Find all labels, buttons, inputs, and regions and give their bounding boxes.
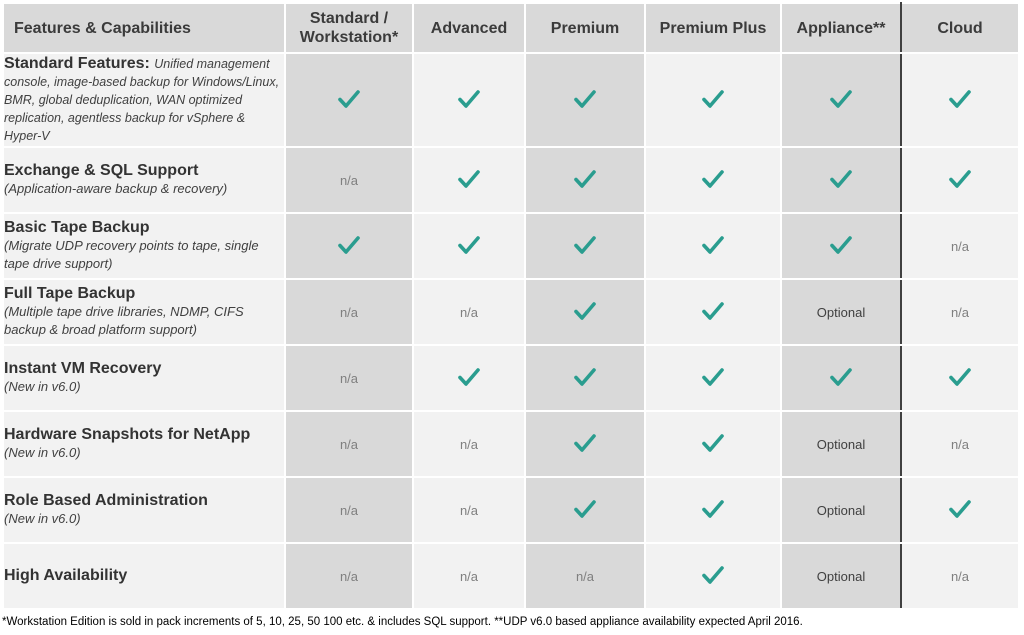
checkmark-icon xyxy=(574,235,596,255)
not-available-label: n/a xyxy=(459,436,479,452)
checkmark-icon xyxy=(458,169,480,189)
feature-description: (Multiple tape drive libraries, NDMP, CIFS backup & broad platform support) xyxy=(4,304,244,337)
cell-appliance xyxy=(781,213,901,279)
cell-cloud xyxy=(901,345,1019,411)
feature-cell xyxy=(3,147,285,213)
not-available-label: n/a xyxy=(459,304,479,320)
not-available-label: n/a xyxy=(339,304,359,320)
cell-premium-plus xyxy=(645,345,781,411)
optional-label: Optional xyxy=(816,304,866,320)
cell-standard-workstation xyxy=(285,477,413,543)
checkmark-icon xyxy=(574,499,596,519)
cell-premium xyxy=(525,345,645,411)
not-available-label: n/a xyxy=(339,172,359,188)
not-available-label: n/a xyxy=(459,502,479,518)
not-available-label: n/a xyxy=(950,238,970,254)
checkmark-icon xyxy=(574,169,596,189)
cell-cloud xyxy=(901,279,1019,345)
cell-premium-plus xyxy=(645,477,781,543)
feature-title: Basic Tape Backup xyxy=(4,219,150,236)
cell-advanced xyxy=(413,53,525,147)
table-row xyxy=(3,543,1019,609)
cell-appliance xyxy=(781,345,901,411)
header-row xyxy=(3,3,1019,53)
cell-cloud xyxy=(901,411,1019,477)
table-row xyxy=(3,213,1019,279)
feature-title: Role Based Administration xyxy=(4,492,208,509)
cell-appliance xyxy=(781,279,901,345)
cell-premium-plus xyxy=(645,279,781,345)
cell-cloud xyxy=(901,147,1019,213)
checkmark-icon xyxy=(458,367,480,387)
checkmark-icon xyxy=(702,499,724,519)
header-features: Features & Capabilities xyxy=(3,3,285,53)
checkmark-icon xyxy=(574,433,596,453)
table-row xyxy=(3,147,1019,213)
cell-standard-workstation xyxy=(285,53,413,147)
cell-appliance xyxy=(781,147,901,213)
footnote: *Workstation Edition is sold in pack increments of 5, 10, 25, 50 100 etc. & includes SQL support. **UDP v6.0 based appliance availability expected April 2016. xyxy=(2,616,803,628)
checkmark-icon xyxy=(702,169,724,189)
feature-cell xyxy=(3,477,285,543)
header-cloud: Cloud xyxy=(901,3,1019,53)
cell-cloud xyxy=(901,477,1019,543)
not-available-label: n/a xyxy=(575,568,595,584)
feature-cell xyxy=(3,543,285,609)
checkmark-icon xyxy=(458,235,480,255)
checkmark-icon xyxy=(949,499,971,519)
cell-cloud xyxy=(901,53,1019,147)
cell-premium-plus xyxy=(645,147,781,213)
optional-label: Optional xyxy=(816,568,866,584)
header-standard-workstation: Standard / Workstation* xyxy=(285,3,413,53)
cell-appliance xyxy=(781,411,901,477)
feature-description: (New in v6.0) xyxy=(4,379,81,394)
cell-premium xyxy=(525,411,645,477)
checkmark-icon xyxy=(830,169,852,189)
cell-advanced xyxy=(413,147,525,213)
feature-description: (Migrate UDP recovery points to tape, single tape drive support) xyxy=(4,238,259,271)
cell-standard-workstation xyxy=(285,543,413,609)
cell-standard-workstation xyxy=(285,345,413,411)
checkmark-icon xyxy=(338,235,360,255)
cell-premium xyxy=(525,543,645,609)
feature-title: Exchange & SQL Support xyxy=(4,162,199,179)
not-available-label: n/a xyxy=(339,502,359,518)
feature-title: Standard Features: xyxy=(4,55,150,72)
cell-standard-workstation xyxy=(285,213,413,279)
cell-premium xyxy=(525,213,645,279)
checkmark-icon xyxy=(949,89,971,109)
checkmark-icon xyxy=(830,89,852,109)
checkmark-icon xyxy=(574,301,596,321)
cell-advanced xyxy=(413,279,525,345)
cell-premium-plus xyxy=(645,213,781,279)
cell-advanced xyxy=(413,213,525,279)
checkmark-icon xyxy=(702,301,724,321)
not-available-label: n/a xyxy=(339,436,359,452)
not-available-label: n/a xyxy=(459,568,479,584)
cell-appliance xyxy=(781,543,901,609)
cell-premium-plus xyxy=(645,53,781,147)
cell-cloud xyxy=(901,543,1019,609)
table-row xyxy=(3,411,1019,477)
table-row xyxy=(3,345,1019,411)
cell-advanced xyxy=(413,543,525,609)
feature-comparison-table xyxy=(2,2,1020,610)
feature-title: Hardware Snapshots for NetApp xyxy=(4,426,251,443)
not-available-label: n/a xyxy=(339,370,359,386)
checkmark-icon xyxy=(830,235,852,255)
checkmark-icon xyxy=(338,89,360,109)
checkmark-icon xyxy=(949,169,971,189)
checkmark-icon xyxy=(702,433,724,453)
feature-title: High Availability xyxy=(4,567,128,584)
feature-title: Instant VM Recovery xyxy=(4,360,162,377)
optional-label: Optional xyxy=(816,502,866,518)
cell-advanced xyxy=(413,345,525,411)
header-advanced: Advanced xyxy=(413,3,525,53)
cell-cloud xyxy=(901,213,1019,279)
feature-description: Unified management console, image-based backup for Windows/Linux, BMR, global deduplication, WAN optimized replication, agentless backup for vSphere & Hyper-V xyxy=(4,57,280,143)
checkmark-icon xyxy=(702,235,724,255)
table-row xyxy=(3,53,1019,147)
checkmark-icon xyxy=(949,367,971,387)
cell-premium-plus xyxy=(645,411,781,477)
feature-cell xyxy=(3,345,285,411)
checkmark-icon xyxy=(458,89,480,109)
cell-premium xyxy=(525,279,645,345)
table-row xyxy=(3,279,1019,345)
header-appliance: Appliance** xyxy=(781,3,901,53)
cell-premium xyxy=(525,477,645,543)
feature-description: (Application-aware backup & recovery) xyxy=(4,181,228,196)
optional-label: Optional xyxy=(816,436,866,452)
checkmark-icon xyxy=(830,367,852,387)
not-available-label: n/a xyxy=(950,436,970,452)
cell-premium xyxy=(525,147,645,213)
cell-appliance xyxy=(781,477,901,543)
cell-premium xyxy=(525,53,645,147)
cell-standard-workstation xyxy=(285,279,413,345)
feature-cell xyxy=(3,279,285,345)
checkmark-icon xyxy=(574,367,596,387)
cell-appliance xyxy=(781,53,901,147)
cell-standard-workstation xyxy=(285,147,413,213)
checkmark-icon xyxy=(702,565,724,585)
not-available-label: n/a xyxy=(950,304,970,320)
cell-advanced xyxy=(413,477,525,543)
table-row xyxy=(3,477,1019,543)
not-available-label: n/a xyxy=(339,568,359,584)
cell-advanced xyxy=(413,411,525,477)
feature-cell xyxy=(3,411,285,477)
feature-description: (New in v6.0) xyxy=(4,511,81,526)
cell-standard-workstation xyxy=(285,411,413,477)
checkmark-icon xyxy=(702,89,724,109)
feature-cell xyxy=(3,213,285,279)
header-premium-plus: Premium Plus xyxy=(645,3,781,53)
feature-description: (New in v6.0) xyxy=(4,445,81,460)
checkmark-icon xyxy=(702,367,724,387)
not-available-label: n/a xyxy=(950,568,970,584)
header-premium: Premium xyxy=(525,3,645,53)
checkmark-icon xyxy=(574,89,596,109)
feature-cell xyxy=(3,53,285,147)
feature-title: Full Tape Backup xyxy=(4,285,136,302)
cell-premium-plus xyxy=(645,543,781,609)
